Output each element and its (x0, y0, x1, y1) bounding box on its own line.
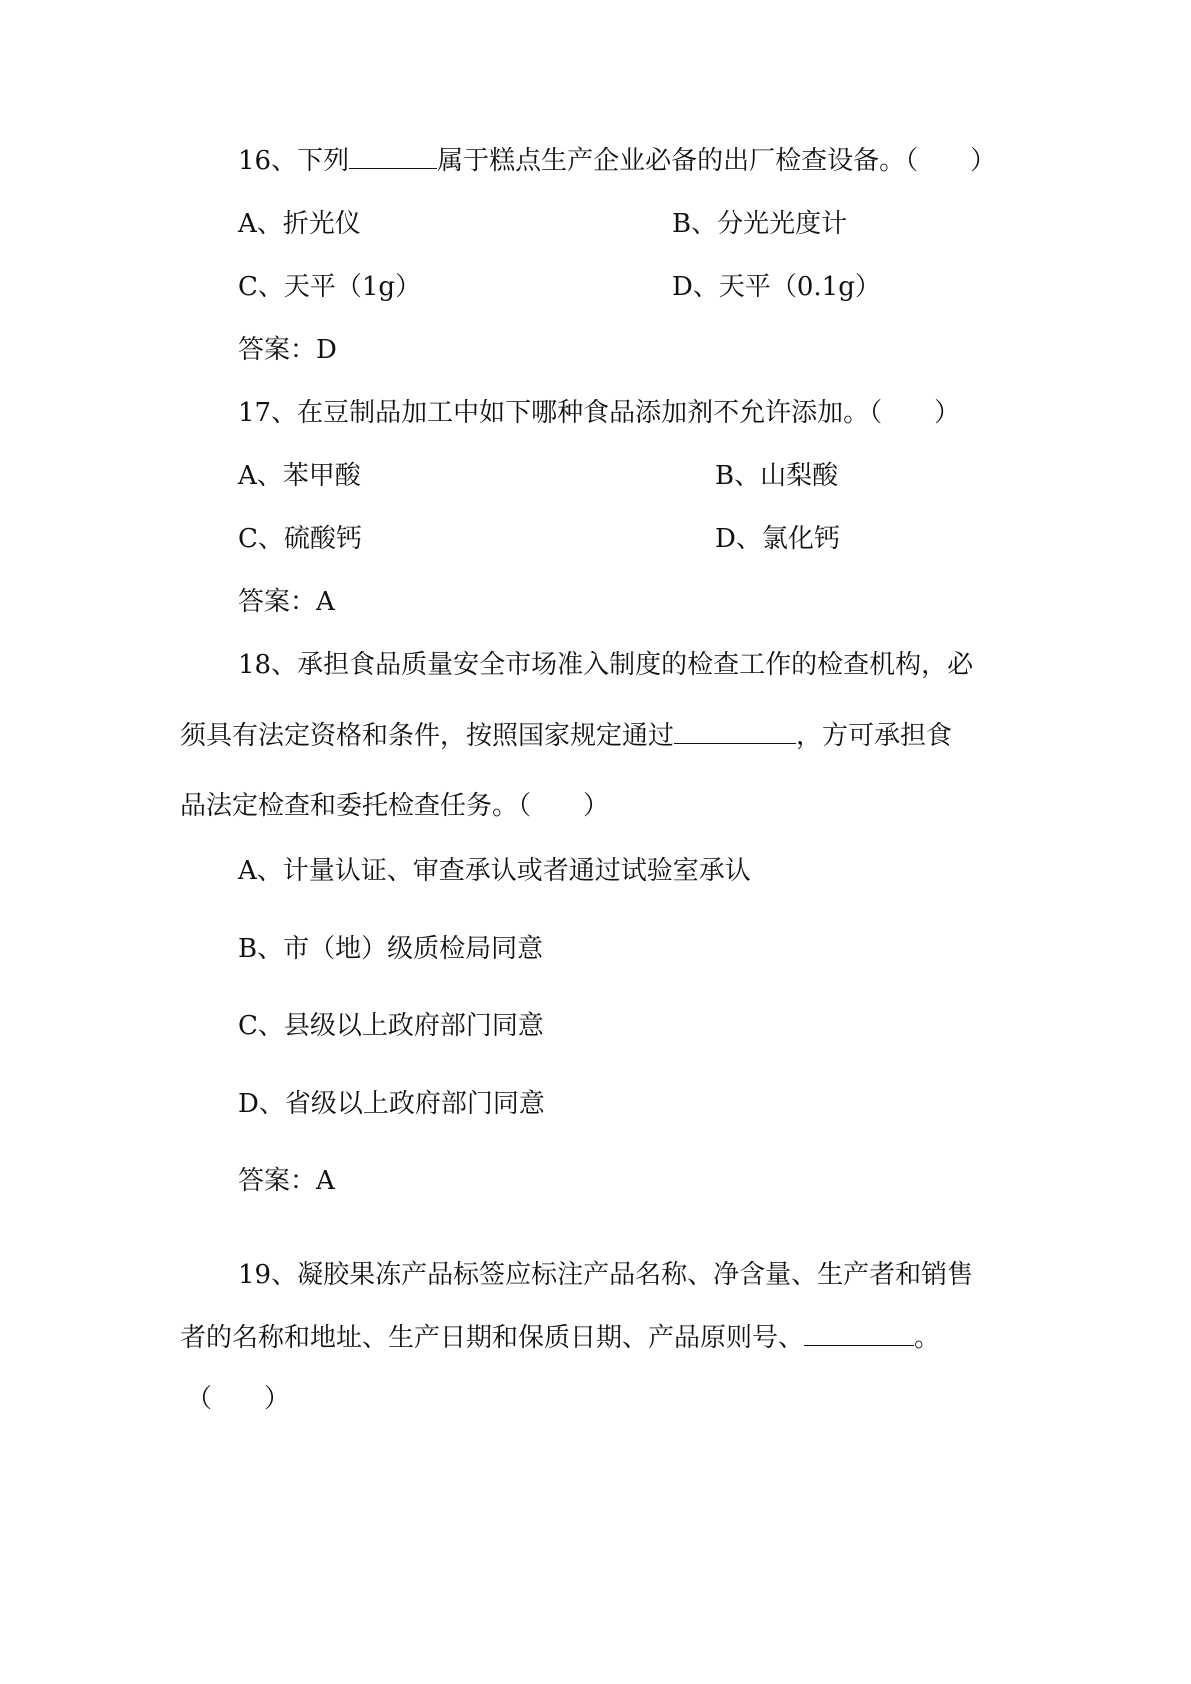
fill-blank (804, 1345, 914, 1346)
question-17-option-c: C、硫酸钙 (238, 524, 362, 554)
question-17-option-b: B、山梨酸 (715, 461, 839, 491)
question-17-option-a: A、苯甲酸 (238, 461, 361, 491)
question-18-stem-line2: 须具有法定资格和条件，按照国家规定通过 ，方可承担食 (180, 721, 953, 751)
question-18-option-c: C、县级以上政府部门同意 (238, 1011, 544, 1041)
question-18-answer: 答案：A (238, 1166, 335, 1196)
question-18-stem-line3: 品法定检查和委托检查任务。（ ） (180, 791, 610, 821)
fill-blank (349, 168, 437, 169)
question-16-option-c: C、天平（1g） (238, 272, 422, 302)
question-18-option-d: D、省级以上政府部门同意 (238, 1089, 545, 1119)
question-19-stem-line1: 19、凝胶果冻产品标签应标注产品名称、净含量、生产者和销售 (238, 1260, 974, 1290)
question-19-stem-line2: 者的名称和地址、生产日期和保质日期、产品原则号、 。 (180, 1323, 941, 1353)
question-17-stem: 17、在豆制品加工中如下哪种食品添加剂不允许添加。（ ） (238, 398, 961, 428)
question-16-option-a: A、折光仪 (238, 209, 361, 239)
fill-blank (674, 743, 796, 744)
question-16-option-b: B、分光光度计 (672, 209, 848, 239)
question-19-stem-line3: （ ） (186, 1384, 291, 1414)
question-17-option-d: D、氯化钙 (715, 524, 840, 554)
question-18-stem-line1: 18、承担食品质量安全市场准入制度的检查工作的检查机构，必 (238, 650, 974, 680)
question-17-answer: 答案：A (238, 587, 335, 617)
question-16-stem: 16、下列 属于糕点生产企业必备的出厂检查设备。（ ） (238, 146, 997, 176)
question-18-option-a: A、计量认证、审查承认或者通过试验室承认 (238, 856, 751, 886)
question-16-option-d: D、天平（0.1g） (672, 272, 881, 302)
question-16-answer: 答案：D (238, 335, 337, 365)
question-18-option-b: B、市（地）级质检局同意 (238, 934, 544, 964)
